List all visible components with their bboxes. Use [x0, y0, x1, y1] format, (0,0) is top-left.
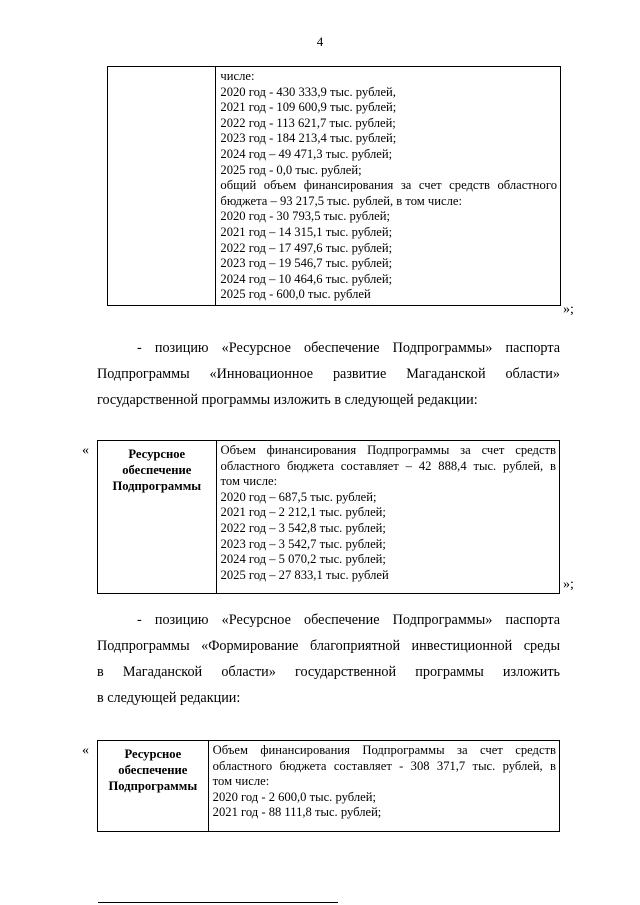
financing-line: Объем финансирования Подпрограммы за счет средств [212, 743, 556, 757]
financing-line: 2020 год - 2 600,0 тыс. рублей; [212, 789, 376, 804]
financing-line: 2024 год – 5 070,2 тыс. рублей; [220, 552, 386, 567]
footnote-rule [98, 902, 338, 903]
paragraph-line: в Магаданской области» государственной программы изложить [97, 664, 560, 680]
paragraph-line: в следующей редакции: [97, 690, 241, 706]
financing-line: 2025 год – 27 833,1 тыс. рублей [220, 567, 389, 582]
financing-line: 2022 год – 17 497,6 тыс. рублей; [220, 240, 393, 255]
financing-text [217, 441, 559, 585]
financing-line: 2022 год – 3 542,8 тыс. рублей; [220, 520, 386, 535]
table-left-cell [98, 441, 217, 594]
financing-line: 2025 год - 600,0 тыс. рублей [220, 287, 371, 302]
financing-line: 2023 год – 19 546,7 тыс. рублей; [220, 256, 393, 271]
financing-text [209, 741, 559, 823]
financing-line: 2020 год – 687,5 тыс. рублей; [220, 489, 377, 504]
table-right-cell [216, 441, 559, 594]
financing-line: общий объем финансирования за счет средств областного [220, 178, 557, 193]
financing-line: 2023 год – 3 542,7 тыс. рублей; [220, 536, 386, 551]
table-right-cell [216, 67, 561, 306]
financing-line: 2022 год - 113 621,7 тыс. рублей; [220, 115, 396, 130]
paragraph-line: государственной программы изложить в следующей редакции: [97, 392, 478, 408]
financing-line: том числе: [212, 774, 270, 789]
paragraph-line: - позицию «Ресурсное обеспечение Подпрограммы» паспорта [137, 340, 560, 356]
financing-text [216, 67, 560, 305]
financing-line: областного бюджета составляет - 308 371,7 тыс. рублей, в [212, 758, 556, 773]
resource-table-continued [107, 66, 561, 306]
row-header-line: Подпрограммы [112, 478, 202, 493]
paragraph-line: - позицию «Ресурсное обеспечение Подпрограммы» паспорта [137, 612, 560, 628]
open-quote: « [82, 443, 89, 458]
row-header-line: обеспечение [118, 762, 188, 777]
financing-line: 2021 год – 2 212,1 тыс. рублей; [220, 505, 386, 520]
close-quote: »; [563, 302, 574, 317]
row-header-line: Подпрограммы [108, 778, 198, 793]
paragraph-line: Подпрограммы «Формирование благоприятной инвестиционной среды [97, 638, 560, 654]
row-header-line: обеспечение [122, 462, 192, 477]
table-left-cell [108, 67, 216, 306]
instruction-paragraph [97, 607, 560, 711]
open-quote: « [82, 743, 89, 758]
financing-line: 2021 год – 14 315,1 тыс. рублей; [220, 224, 393, 239]
row-header-line: Ресурсное [124, 747, 182, 761]
financing-line: 2025 год - 0,0 тыс. рублей; [220, 162, 362, 177]
resource-table [97, 740, 560, 832]
financing-line: 2021 год - 109 600,9 тыс. рублей; [220, 100, 397, 115]
financing-line: областного бюджета составляет – 42 888,4 тыс. рублей, в [220, 458, 556, 473]
financing-line: 2023 год - 184 213,4 тыс. рублей; [220, 131, 397, 146]
financing-line: 2024 год – 10 464,6 тыс. рублей; [220, 271, 393, 286]
financing-line: Объем финансирования Подпрограммы за счет средств [220, 443, 556, 457]
table-right-cell [208, 741, 559, 832]
instruction-paragraph [97, 335, 560, 413]
financing-line: 2024 год – 49 471,3 тыс. рублей; [220, 146, 393, 161]
financing-line: 2020 год - 430 333,9 тыс. рублей, [220, 84, 396, 99]
financing-line: том числе: [220, 474, 278, 489]
page-number: 4 [316, 34, 324, 49]
resource-table [97, 440, 560, 594]
financing-line: числе: [220, 69, 255, 83]
table-left-cell [98, 741, 209, 832]
financing-line: бюджета – 93 217,5 тыс. рублей, в том числе: [220, 193, 462, 208]
financing-line: 2020 год - 30 793,5 тыс. рублей; [220, 209, 390, 224]
financing-line: 2021 год - 88 111,8 тыс. рублей; [212, 805, 382, 820]
close-quote: »; [563, 577, 574, 592]
paragraph-line: Подпрограммы «Инновационное развитие Магаданской области» [97, 366, 560, 382]
row-header-line: Ресурсное [128, 447, 186, 461]
